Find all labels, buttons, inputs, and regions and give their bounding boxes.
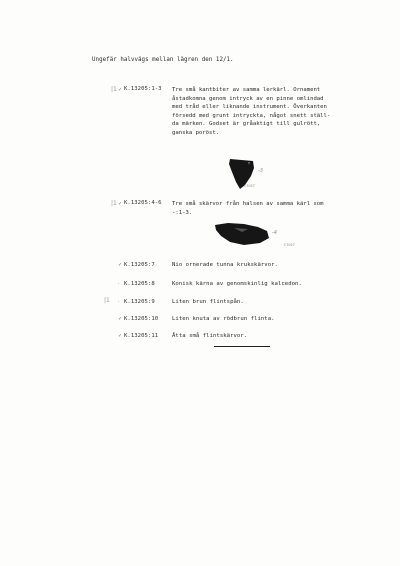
margin-mark: |1 [104, 297, 110, 304]
entry-description: Nio ornerade tunna krukskärvor. [172, 262, 278, 268]
description-line: -:1-3. [172, 209, 193, 216]
check-mark-icon: · [118, 281, 120, 287]
catalog-number: K.13205:4-6 [124, 200, 162, 206]
entry-description: Liten knuta av rödbrun flinta. [172, 316, 275, 322]
description-line: Tre små kantbiter av samma lerkärl. Ornament [172, 87, 321, 93]
entry-description: Liten brun flintspån. [172, 299, 244, 305]
sherd-drawing [214, 222, 270, 246]
entry-description [172, 86, 330, 138]
catalog-number: K.13205:8 [124, 281, 155, 287]
description-line: Tre små skärvor från halsen av samma kärl som [172, 201, 324, 207]
catalog-number: K.13205:11 [124, 333, 159, 339]
margin-mark: |1 [111, 200, 117, 207]
margin-mark: |1 [111, 86, 117, 93]
drawing-label: F.3057 [244, 184, 255, 188]
page-heading: Ungefär halvvägs mellan lägren den 12/1. [92, 57, 234, 63]
check-mark-icon: · [118, 299, 120, 305]
entry-description: Konisk kärna av genomskinlig kalcedon. [172, 281, 302, 287]
entry-description [172, 200, 324, 217]
entry-description: Åtta små flintskärvor. [172, 333, 248, 339]
description-line: da märken. Godset är gråaktigt till gulrött, [172, 121, 321, 128]
drawing-label: -4 [272, 230, 277, 236]
catalog-number: K.13205:1-3 [124, 86, 162, 92]
check-mark-icon: ✓ [118, 316, 123, 322]
closing-rule [214, 346, 270, 347]
description-line: åstadkomna genom intryck av en pinne omlindad [172, 95, 324, 102]
check-mark-icon: ✓ [118, 262, 123, 268]
catalog-number: K.13205:7 [124, 262, 155, 268]
catalog-number: K.13205:9 [124, 299, 155, 305]
check-mark-icon: ✓ [118, 333, 123, 339]
description-line: med tråd eller liknande instrument. Överkanten [172, 104, 327, 111]
description-line: försedd med grunt intryckta, något snett ställ- [172, 112, 331, 119]
drawing-label: -3 [258, 168, 263, 174]
description-line: ganska poröst. [172, 129, 220, 136]
check-mark-icon: ✓ [118, 201, 123, 207]
catalog-number: K.13205:10 [124, 316, 159, 322]
drawing-label: F.3057 [284, 243, 295, 247]
check-mark-icon: ✓ [118, 87, 123, 93]
